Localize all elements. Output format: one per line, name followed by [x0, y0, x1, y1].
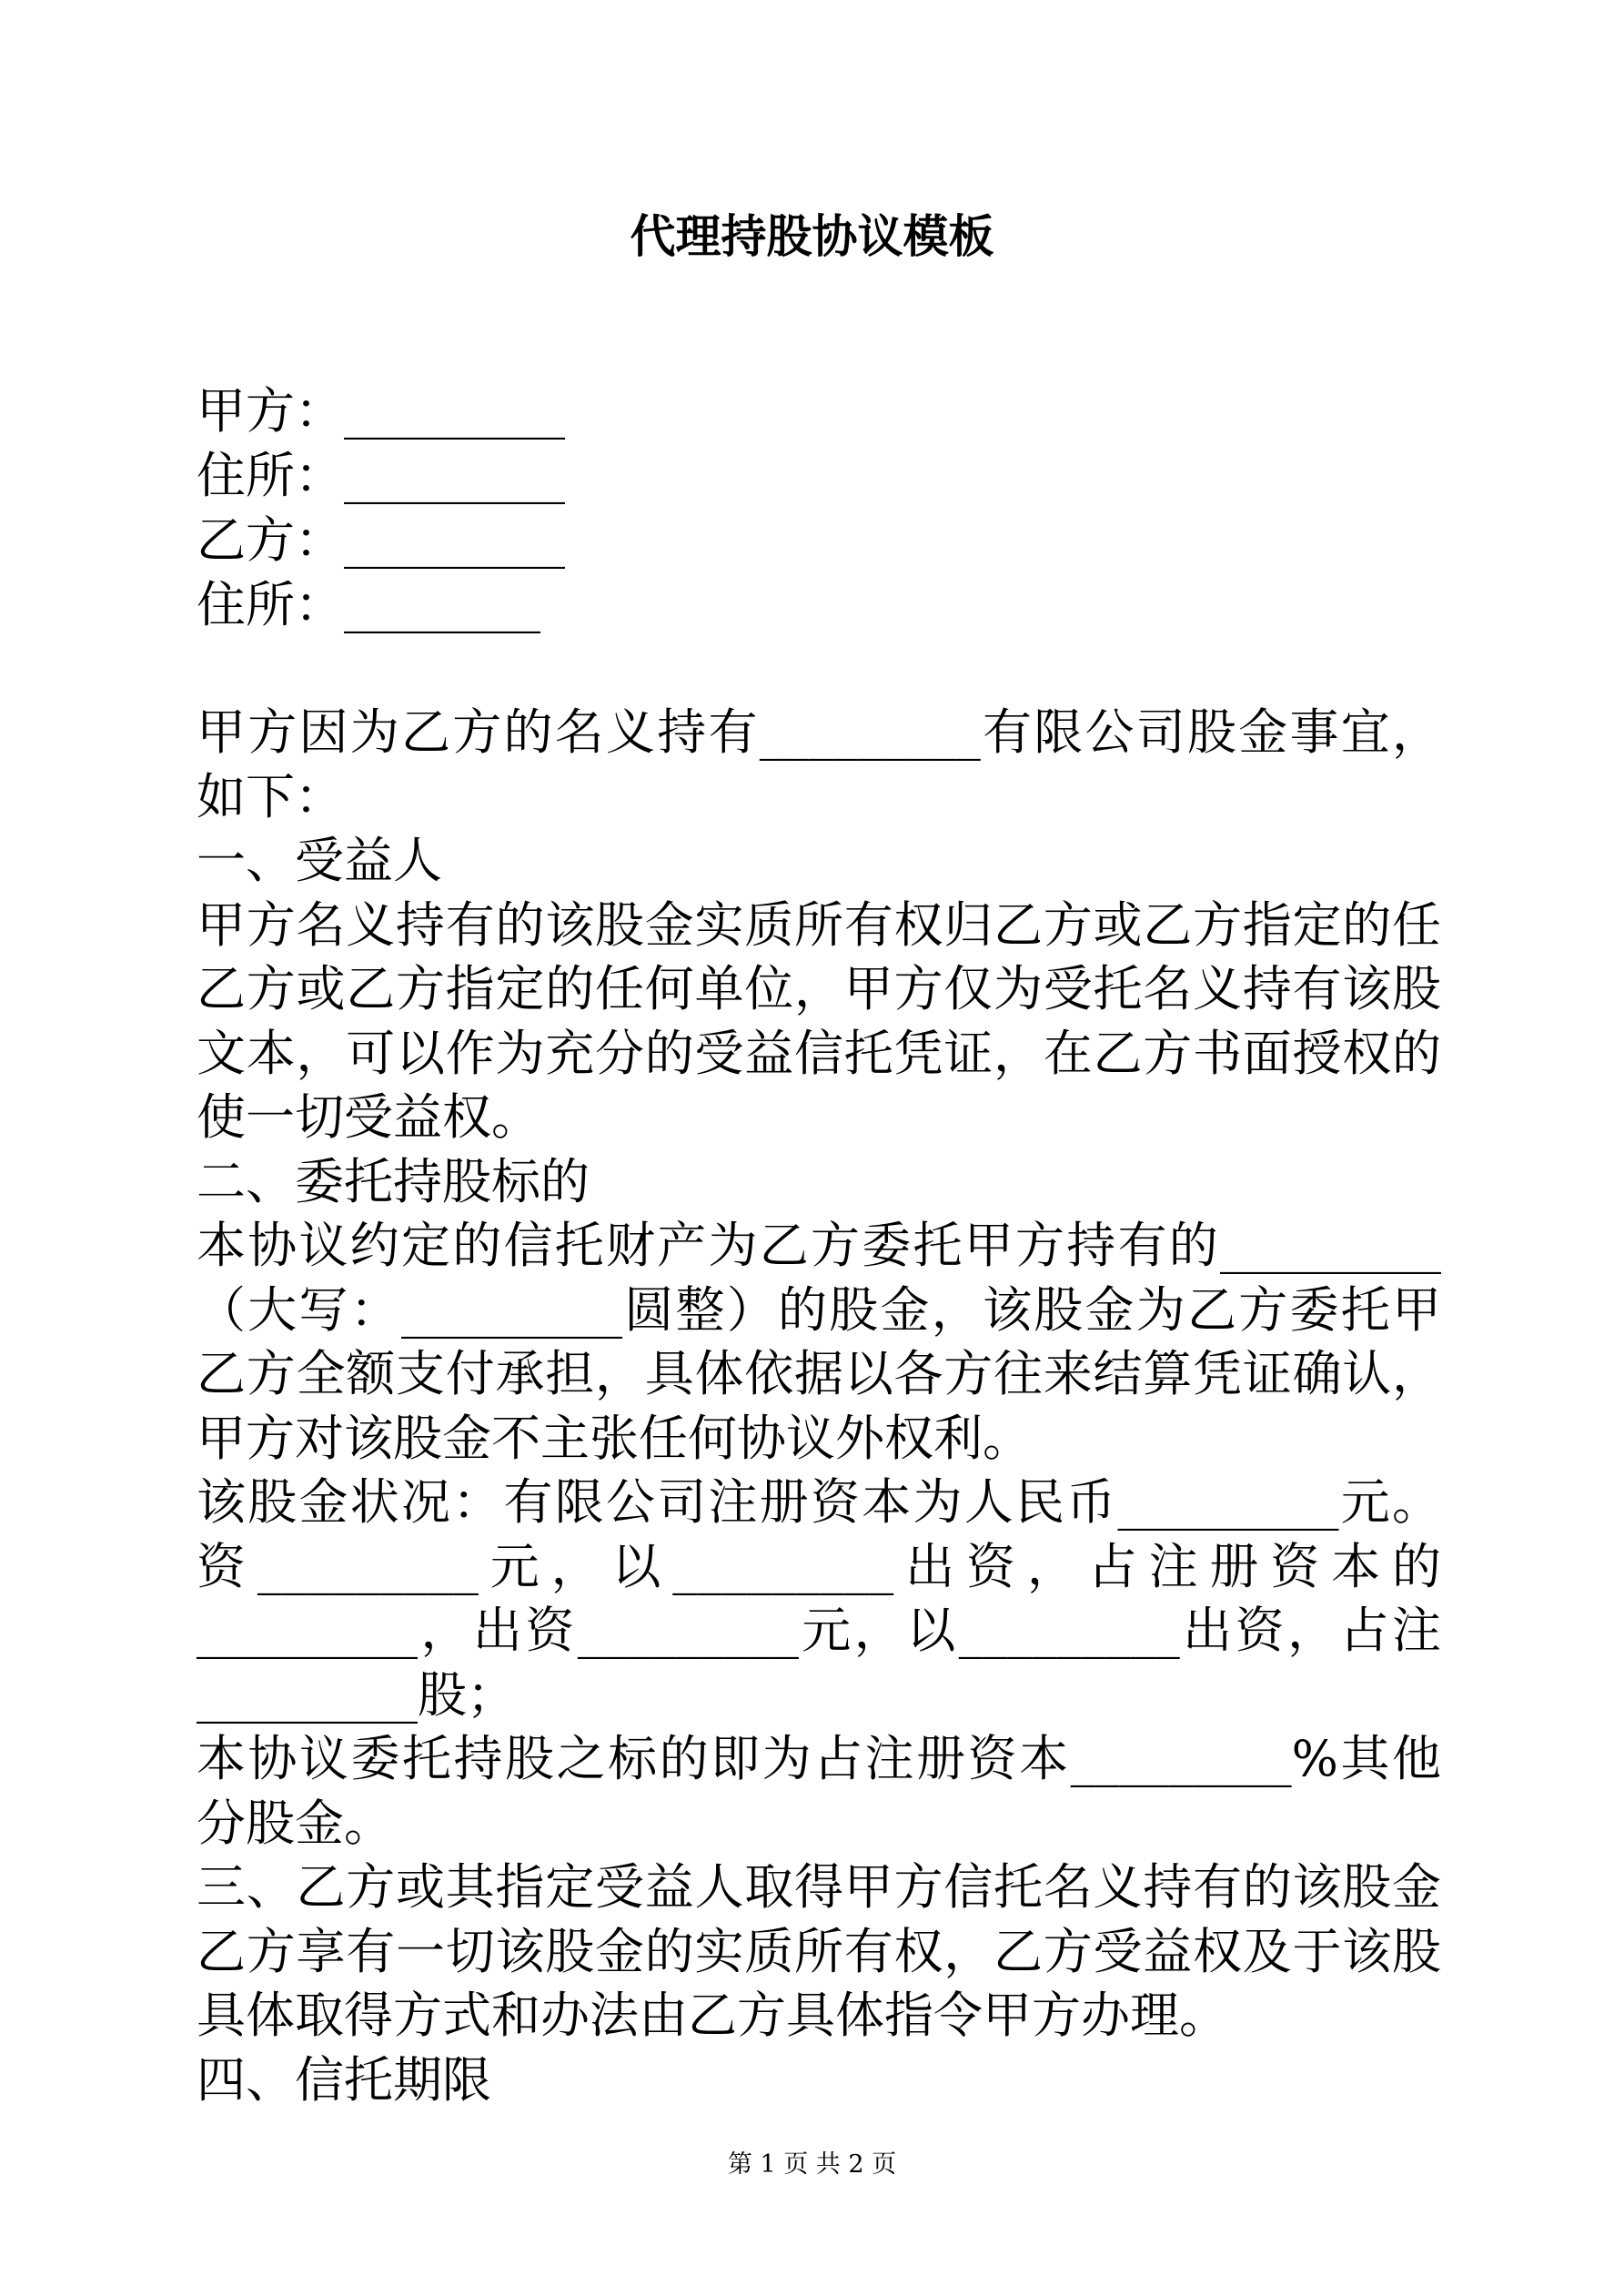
section-heading-beneficiary: 一、受益人 [197, 832, 442, 889]
parties-block [197, 379, 1441, 637]
body-line: 使一切受益权。 [197, 1088, 540, 1146]
party-b-address-line: 住所：________ [197, 576, 540, 633]
body-line: 分股金。 [197, 1794, 393, 1852]
body-line: _________，出资_________元，以_________出资，占注 [197, 1602, 1441, 1659]
party-a-line: 甲方：_________ [197, 382, 565, 440]
body-line: 该股金状况：有限公司注册资本为人民币_________元。 [197, 1473, 1441, 1531]
body-line: 甲方因为乙方的名义持有_________有限公司股金事宜， [197, 703, 1441, 761]
body-line: 乙方享有一切该股金的实质所有权，乙方受益权及于该股 [197, 1922, 1441, 1980]
party-a-address-line: 住所：_________ [197, 447, 565, 504]
body-line: 文本，可以作为充分的受益信托凭证，在乙方书面授权的 [197, 1024, 1441, 1082]
section-heading-subject: 二、委托持股标的 [197, 1152, 590, 1210]
agreement-body [197, 701, 1441, 2112]
party-b-line: 乙方：_________ [197, 511, 565, 569]
page-number-footer: 第 1 页 共 2 页 [727, 2150, 897, 2179]
document-title: 代理持股协议模板 [630, 210, 994, 263]
body-line: 甲方对该股金不主张任何协议外权利。 [197, 1409, 1032, 1467]
body-line: 如下： [197, 767, 344, 825]
body-line: 乙方或乙方指定的任何单位，甲方仅为受托名义持有该股 [197, 960, 1441, 1017]
body-line: _________股； [197, 1665, 516, 1724]
section-heading-benefit-method: 三、乙方或其指定受益人取得甲方信托名义持有的该股金 [197, 1858, 1441, 1916]
body-line: 甲方名义持有的该股金实质所有权归乙方或乙方指定的任 [197, 895, 1441, 954]
body-line: 本协议委托持股之标的即为占注册资本_________%其他 [197, 1730, 1441, 1787]
body-line: 本协议约定的信托财产为乙方委托甲方持有的_________ [197, 1217, 1441, 1274]
section-heading-term: 四、信托期限 [197, 2050, 491, 2109]
body-line: 资_________元，以_________出资，占注册资本的 [197, 1537, 1441, 1595]
body-line: 具体取得方式和办法由乙方具体指令甲方办理。 [197, 1987, 1228, 2044]
body-line: 乙方全额支付承担，具体依据以各方往来结算凭证确认， [197, 1345, 1441, 1402]
body-line: （大写：_________圆整）的股金，该股金为乙方委托甲 [197, 1280, 1441, 1339]
